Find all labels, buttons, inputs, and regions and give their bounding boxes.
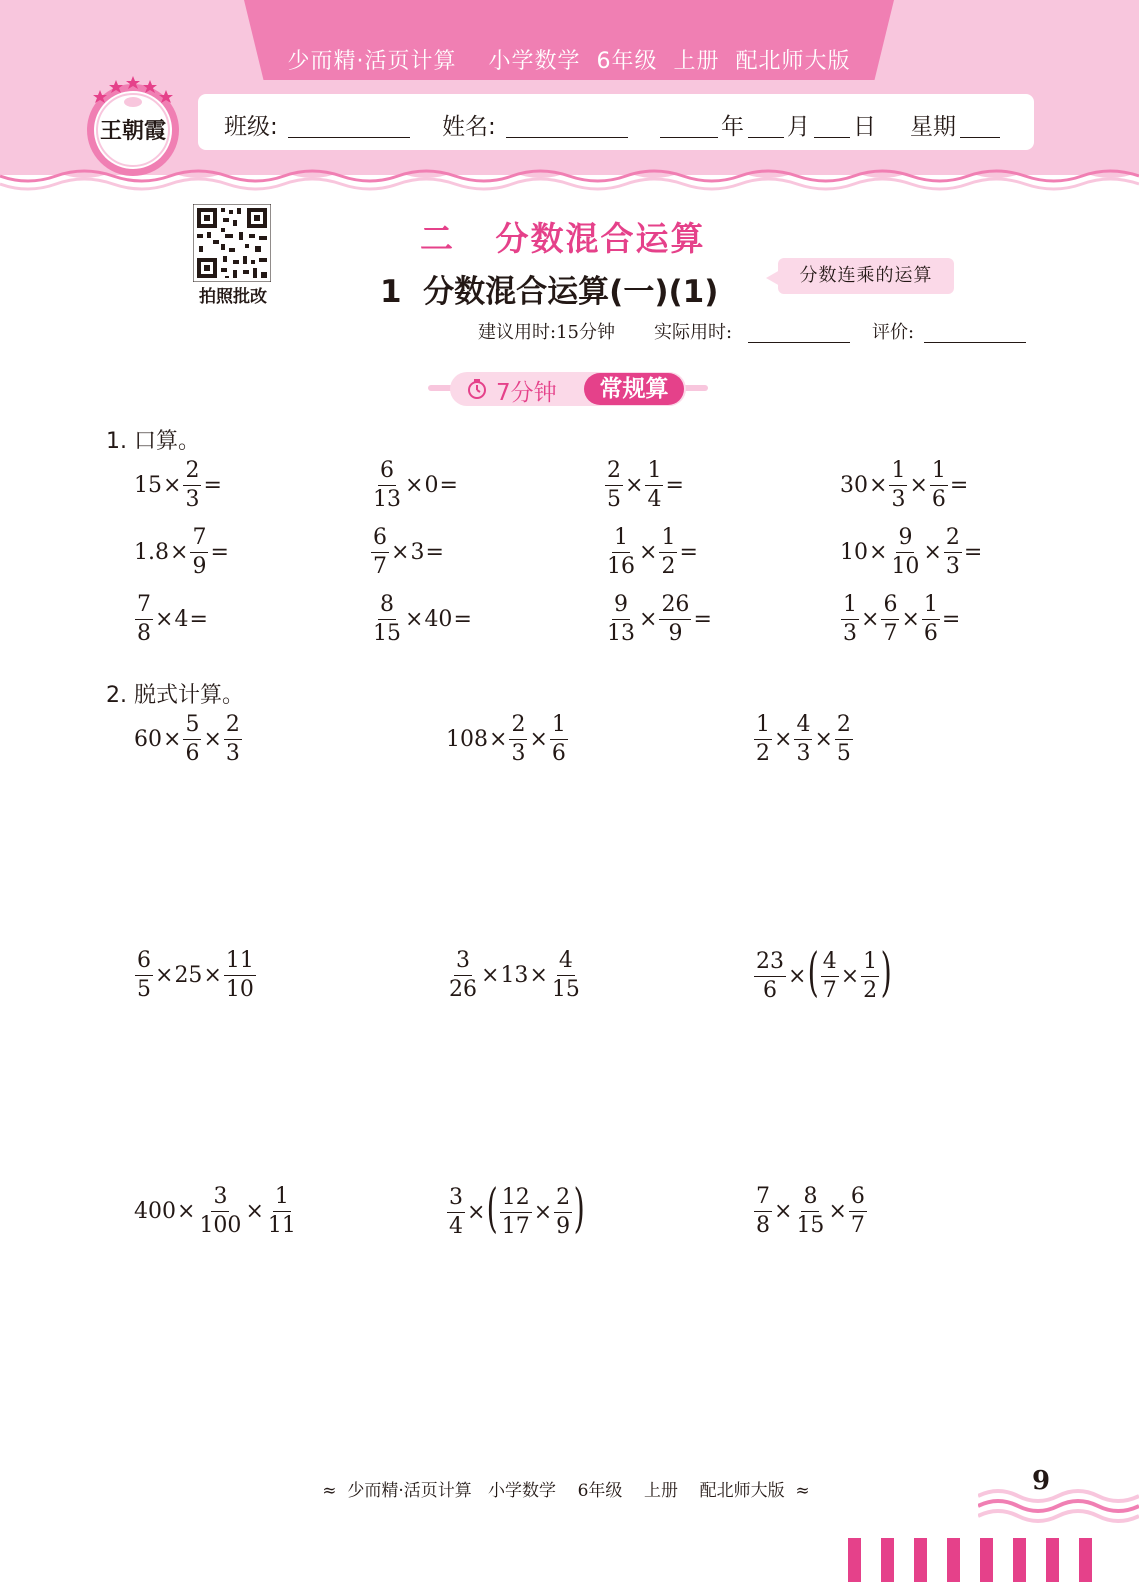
q2-item	[753, 1186, 868, 1237]
q2-item	[134, 950, 257, 1001]
denominator: 3	[945, 554, 960, 579]
q2-item	[446, 1179, 585, 1239]
q2-heading: 2. 脱式计算。	[106, 683, 244, 708]
equals-sign: =	[453, 607, 472, 632]
fraction	[197, 1186, 243, 1237]
times-sign: ×	[155, 607, 174, 632]
year-label: 年	[721, 114, 744, 140]
fraction	[930, 460, 948, 511]
fraction	[659, 594, 691, 645]
fraction	[266, 1186, 298, 1237]
denominator: 4	[449, 1213, 463, 1239]
numerator: 3	[447, 1187, 465, 1213]
name-label: 姓名:	[442, 114, 496, 140]
numerator: 1	[612, 527, 630, 553]
q2-item	[753, 943, 892, 1003]
number: 30	[840, 473, 868, 498]
denominator: 3	[843, 621, 857, 646]
number: 3	[410, 540, 425, 565]
fraction	[659, 527, 677, 578]
fraction	[944, 527, 962, 578]
denominator: 15	[373, 621, 401, 646]
fraction	[605, 527, 637, 578]
lesson-tag: 分数连乘的运算	[778, 258, 954, 294]
numerator: 8	[801, 1186, 819, 1212]
footer-stripe	[980, 1538, 993, 1582]
actual-time-label: 实际用时:	[654, 322, 733, 343]
fraction	[794, 1186, 826, 1237]
number: 25	[174, 963, 203, 988]
numerator: 8	[378, 594, 396, 620]
denominator: 2	[756, 741, 770, 766]
fraction	[841, 594, 859, 645]
times-sign: ×	[774, 1199, 793, 1224]
times-sign: ×	[203, 727, 222, 752]
times-sign: ×	[405, 607, 424, 632]
fraction	[447, 1184, 465, 1239]
times-sign: ×	[489, 727, 508, 752]
times-sign: ×	[155, 963, 174, 988]
chapter-title: 二 分数混合运算	[420, 219, 706, 258]
numerator: 1	[922, 594, 940, 620]
numerator: 1	[754, 714, 772, 740]
denominator: 4	[647, 487, 662, 512]
fraction	[605, 460, 623, 511]
denominator: 6	[551, 741, 566, 766]
qr-code-icon	[193, 204, 271, 282]
q1-heading: 1. 口算。	[106, 429, 200, 454]
day-label: 日	[853, 114, 876, 140]
times-sign: ×	[814, 727, 833, 752]
footer-stripe	[1013, 1538, 1026, 1582]
year-field[interactable]	[660, 136, 718, 138]
times-sign: ×	[639, 540, 658, 565]
fraction	[861, 948, 879, 1003]
section-badge: 常规算	[584, 373, 684, 405]
month-label: 月	[787, 114, 810, 140]
number: 40	[424, 607, 453, 632]
fraction	[645, 460, 663, 511]
numerator: 6	[135, 950, 153, 976]
numerator: 11	[224, 950, 256, 976]
denominator: 9	[556, 1213, 571, 1239]
suggested-time: 建议用时:15分钟	[478, 322, 615, 343]
times-sign: ×	[529, 727, 548, 752]
qr-label: 拍照批改	[199, 287, 267, 307]
equals-sign: =	[949, 473, 969, 498]
numerator: 4	[821, 951, 839, 977]
denominator: 26	[449, 977, 477, 1002]
footer-stripe	[947, 1538, 960, 1582]
fraction	[821, 948, 839, 1003]
times-sign: ×	[861, 607, 880, 632]
numerator: 2	[224, 714, 242, 740]
fraction	[500, 1184, 532, 1239]
q1-item	[840, 460, 969, 511]
footer-stripe	[848, 1538, 861, 1582]
actual-time-field[interactable]	[748, 341, 850, 343]
numerator: 2	[605, 460, 623, 486]
q1-item	[604, 460, 685, 511]
fraction	[371, 594, 403, 645]
fraction	[550, 714, 568, 765]
times-sign: ×	[245, 1199, 264, 1224]
numerator: 6	[881, 594, 899, 620]
numerator: 1	[930, 460, 948, 486]
denominator: 6	[763, 977, 777, 1003]
denominator: 17	[501, 1213, 530, 1239]
q2-item	[753, 714, 854, 765]
denominator: 8	[756, 1213, 770, 1238]
footer-stripe	[914, 1538, 927, 1582]
denominator: 6	[923, 621, 938, 646]
times-sign: ×	[625, 473, 644, 498]
denominator: 3	[225, 741, 240, 766]
rating-label: 评价:	[872, 322, 915, 343]
numerator: 6	[378, 460, 396, 486]
class-field[interactable]	[288, 136, 410, 138]
footer-text: ≈ 少而精·活页计算 小学数学 6年级 上册 配北师大版 ≈	[322, 1481, 810, 1501]
number: 0	[424, 473, 439, 498]
fraction	[509, 714, 527, 765]
denominator: 10	[891, 554, 920, 579]
equals-sign: =	[210, 540, 229, 565]
numerator: 2	[944, 527, 962, 553]
equals-sign: =	[963, 540, 983, 565]
number: 400	[134, 1199, 176, 1224]
q1-item	[604, 527, 699, 578]
denominator: 7	[822, 977, 837, 1003]
q1-item	[840, 594, 961, 645]
parenthesis: )	[880, 943, 892, 1003]
denominator: 2	[863, 977, 878, 1003]
numerator: 12	[500, 1187, 532, 1213]
times-sign: ×	[405, 473, 424, 498]
times-sign: ×	[923, 540, 942, 565]
numerator: 1	[659, 527, 677, 553]
number: 15	[134, 473, 162, 498]
times-sign: ×	[901, 607, 920, 632]
denominator: 5	[607, 487, 621, 512]
weekday-label: 星期	[910, 114, 956, 140]
equals-sign: =	[189, 607, 208, 632]
fraction	[835, 714, 853, 765]
parenthesis: )	[573, 1179, 585, 1239]
denominator: 7	[883, 621, 898, 646]
fraction	[135, 950, 153, 1001]
times-sign: ×	[481, 963, 500, 988]
times-sign: ×	[203, 963, 222, 988]
denominator: 10	[225, 977, 254, 1002]
fraction	[190, 527, 208, 578]
fraction	[554, 1184, 572, 1239]
number: 13	[500, 963, 529, 988]
month-field[interactable]	[748, 136, 784, 138]
denominator: 5	[137, 977, 151, 1002]
equals-sign: =	[941, 607, 961, 632]
rating-field[interactable]	[924, 341, 1026, 343]
times-sign: ×	[163, 727, 182, 752]
numerator: 9	[612, 594, 630, 620]
q2-item	[134, 1186, 299, 1237]
q1-item	[840, 527, 983, 578]
denominator: 16	[607, 554, 635, 579]
fraction	[183, 714, 201, 765]
number: 108	[446, 727, 488, 752]
numerator: 2	[835, 714, 853, 740]
fraction	[224, 714, 242, 765]
fraction	[889, 527, 921, 578]
series-title: 少而精·活页计算 小学数学 6年级 上册 配北师大版	[287, 49, 851, 74]
equals-sign: =	[665, 473, 684, 498]
qr-code[interactable]	[193, 204, 271, 282]
q1-item	[134, 594, 209, 645]
fraction	[849, 1186, 867, 1237]
fraction	[183, 460, 201, 511]
footer-wave-decoration	[978, 1486, 1139, 1526]
numerator: 6	[371, 527, 389, 553]
numerator: 1	[889, 460, 907, 486]
times-sign: ×	[391, 540, 410, 565]
times-sign: ×	[828, 1199, 847, 1224]
stopwatch-icon	[466, 378, 488, 400]
fraction	[922, 594, 940, 645]
brand-logo	[80, 72, 186, 178]
times-sign: ×	[177, 1199, 196, 1224]
times-sign: ×	[533, 1199, 553, 1225]
times-sign: ×	[788, 963, 807, 989]
weekday-field[interactable]	[960, 136, 1000, 138]
numerator: 7	[190, 527, 208, 553]
numerator: 1	[841, 594, 859, 620]
numerator: 26	[659, 594, 691, 620]
numerator: 3	[454, 950, 472, 976]
numerator: 6	[849, 1186, 867, 1212]
numerator: 2	[554, 1187, 572, 1213]
denominator: 13	[607, 621, 635, 646]
denominator: 5	[836, 741, 851, 766]
denominator: 6	[185, 741, 200, 766]
numerator: 2	[509, 714, 527, 740]
times-sign: ×	[840, 963, 860, 989]
q1-item	[370, 527, 445, 578]
brand-logo-icon	[80, 72, 186, 178]
numerator: 23	[754, 951, 786, 977]
numerator: 3	[211, 1186, 229, 1212]
name-field[interactable]	[506, 136, 628, 138]
number: 10	[840, 540, 868, 565]
q1-item	[134, 460, 223, 511]
parenthesis: (	[487, 1179, 499, 1239]
times-sign: ×	[869, 540, 888, 565]
denominator: 3	[511, 741, 526, 766]
times-sign: ×	[529, 963, 548, 988]
equals-sign: =	[203, 473, 222, 498]
times-sign: ×	[163, 473, 182, 498]
q2-item	[446, 950, 583, 1001]
equals-sign: =	[679, 540, 698, 565]
lesson-title: 1 分数混合运算(一)(1)	[380, 274, 719, 310]
numerator: 9	[896, 527, 914, 553]
denominator: 3	[185, 487, 200, 512]
denominator: 6	[931, 487, 946, 512]
equals-sign: =	[425, 540, 444, 565]
times-sign: ×	[774, 727, 793, 752]
denominator: 15	[551, 977, 580, 1002]
numerator: 7	[135, 594, 153, 620]
denominator: 7	[850, 1213, 865, 1238]
q2-item	[134, 714, 243, 765]
fraction	[754, 948, 786, 1003]
denominator: 9	[192, 554, 207, 579]
fraction	[605, 594, 637, 645]
numerator: 1	[550, 714, 568, 740]
denominator: 3	[891, 487, 906, 512]
q1-item	[370, 460, 459, 511]
fraction	[889, 460, 907, 511]
fraction	[794, 714, 812, 765]
q1-item	[604, 594, 713, 645]
equals-sign: =	[693, 607, 712, 632]
page-number: 9	[1032, 1466, 1051, 1496]
times-sign: ×	[467, 1199, 486, 1225]
denominator: 13	[373, 487, 401, 512]
fraction	[754, 1186, 772, 1237]
footer-stripe	[1079, 1538, 1092, 1582]
number: 4	[174, 607, 189, 632]
student-info-bar	[198, 94, 1034, 150]
number: 60	[134, 727, 162, 752]
times-sign: ×	[909, 473, 928, 498]
denominator: 7	[373, 554, 387, 579]
footer-stripe	[1046, 1538, 1059, 1582]
times-sign: ×	[639, 607, 658, 632]
fraction	[371, 527, 389, 578]
numerator: 2	[183, 460, 201, 486]
equals-sign: =	[439, 473, 458, 498]
denominator: 3	[796, 741, 811, 766]
parenthesis: (	[808, 943, 820, 1003]
fraction	[550, 950, 582, 1001]
times-sign: ×	[170, 540, 189, 565]
denominator: 9	[668, 621, 683, 646]
day-field[interactable]	[814, 136, 850, 138]
footer-stripe	[881, 1538, 894, 1582]
logo-text: 王朝霞	[99, 118, 167, 144]
q1-item	[134, 527, 230, 578]
fraction	[881, 594, 899, 645]
numerator: 1	[645, 460, 663, 486]
denominator: 8	[137, 621, 151, 646]
q2-item	[446, 714, 569, 765]
numerator: 4	[557, 950, 575, 976]
fraction	[371, 460, 403, 511]
fraction	[224, 950, 256, 1001]
fraction	[447, 950, 479, 1001]
fraction	[135, 594, 153, 645]
denominator: 15	[796, 1213, 825, 1238]
numerator: 1	[861, 951, 879, 977]
q1-item	[370, 594, 473, 645]
numerator: 7	[754, 1186, 772, 1212]
number: 1.8	[134, 540, 169, 565]
numerator: 5	[183, 714, 201, 740]
numerator: 4	[794, 714, 812, 740]
numerator: 1	[273, 1186, 291, 1212]
section-time: 7分钟	[496, 380, 557, 406]
denominator: 100	[199, 1213, 242, 1238]
fraction	[754, 714, 772, 765]
class-label: 班级:	[224, 114, 278, 140]
denominator: 2	[661, 554, 676, 579]
denominator: 11	[267, 1213, 296, 1238]
times-sign: ×	[869, 473, 888, 498]
